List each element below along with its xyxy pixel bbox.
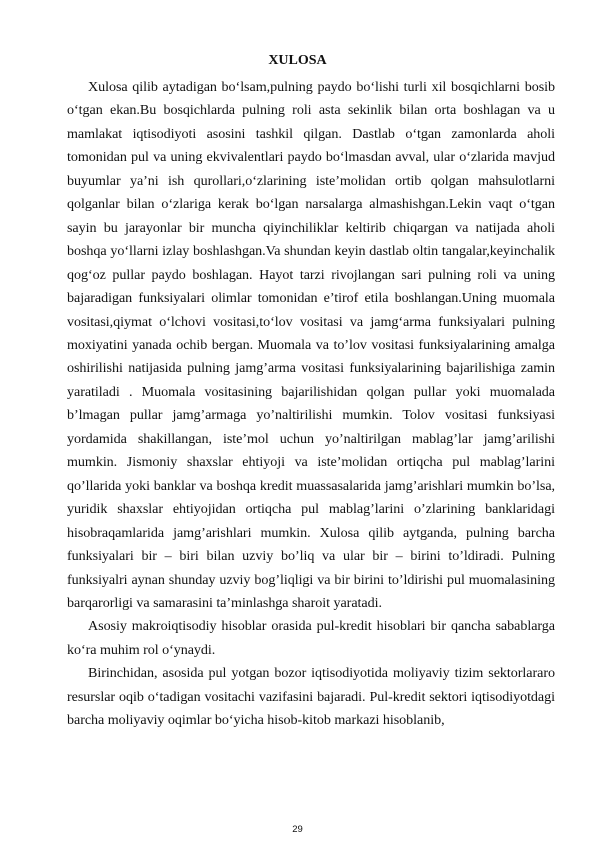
paragraph-conclusion: Xulosa qilib aytadigan bo‘lsam,pulning paydo bo‘lishi turli xil bosqichlarni bosib o‘tgan ekan.Bu bosqichlarda pulning roli asta sekinlik bilan orta boshlagan va u mamlakat iqtisodiyoti asosini tashkil qilgan. Dastlab o‘tgan zamonlarda aholi tomonidan pul va uning ekvivalentlari paydo bo‘lmasdan avval, ular o‘zlarida mavjud buyumlar ya’ni ish qurollari,o‘zlarining iste’molidan ortib qolgan mahsulotlarni qolganlar bilan o‘zlariga kerak bo‘lgan narsalarga almashishgan.Lekin vaqt o‘tgan sayin bu jarayonlar bir muncha qiyinchiliklar keltirib chiqargan va natijada aholi boshqa yo‘llarni izlay boshlashgan.Va shundan keyin dastlab oltin tangalar,keyinchalik qog‘oz pullar paydo boshlagan. Hayot tarzi rivojlangan sari pulning roli va uning bajaradigan funksiyalari olimlar tomonidan e’tirof etila boshlangan.Uning muomala vositasi,qiymat o‘lchovi vositasi,to‘lov vositasi va jamg‘arma funksiyalari pulning moxiyatini yanada ochib bergan. Muomala va to’lov vositasi funksiyalarining amalga oshirilishi natijasida pulning jamg’arma vositasi funksiyalarining bajarilishiga zamin yaratiladi . Muomala vositasining bajarilishidan qolgan pullar yoki muomalada b’lmagan pullar jamg’armaga yo’naltirilishi mumkin. Tolov vositasi funksiyasi yordamida shakillangan, iste’mol uchun yo’naltirilgan mablag’lar jamg’arilishi mumkin. Jismoniy shaxslar ehtiyoji va iste’molidan ortiqcha pul mablag’larini qo’llarida yoki banklar va boshqa kredit muassasalarida jamg’arishlari mumkin bo’lsa, yuridik shaxslar ehtiyojidan ortiqcha pul mablag’larini o’zlarining banklaridagi hisobraqamlarida jamg’arishlari mumkin. Xulosa qilib aytganda, pulning barcha funksiyalari bir – biri bilan uzviy bo’liq va ular bir – birini to’ldiradi. Pulning funksiyalri aynan shunday uzviy bog’liqligi va bir birini to’ldirishi pul muomalasining barqarorligi va samarasini ta’minlashga sharoit yaratadi. — [67, 79, 555, 611]
paragraph-macro-accounts: Asosiy makroiqtisodiy hisoblar orasida pul-kredit hisoblari bir qancha sabablarga ko‘ra muhim rol o‘ynaydi. — [67, 618, 555, 658]
paragraph-firstly: Birinchidan, asosida pul yotgan bozor iqtisodiyotida moliyaviy tizim sektorlararo resurslar oqib o‘tadigan vositachi vazifasini bajaradi. Pul-kredit sektori iqtisodiyotdagi barcha moliyaviy oqimlar bo‘yicha hisob-kitob markazi hisoblanib, — [67, 665, 555, 729]
page-title: XULOSA — [268, 53, 327, 68]
body-text — [67, 76, 555, 733]
page-number: 29 — [292, 824, 303, 835]
